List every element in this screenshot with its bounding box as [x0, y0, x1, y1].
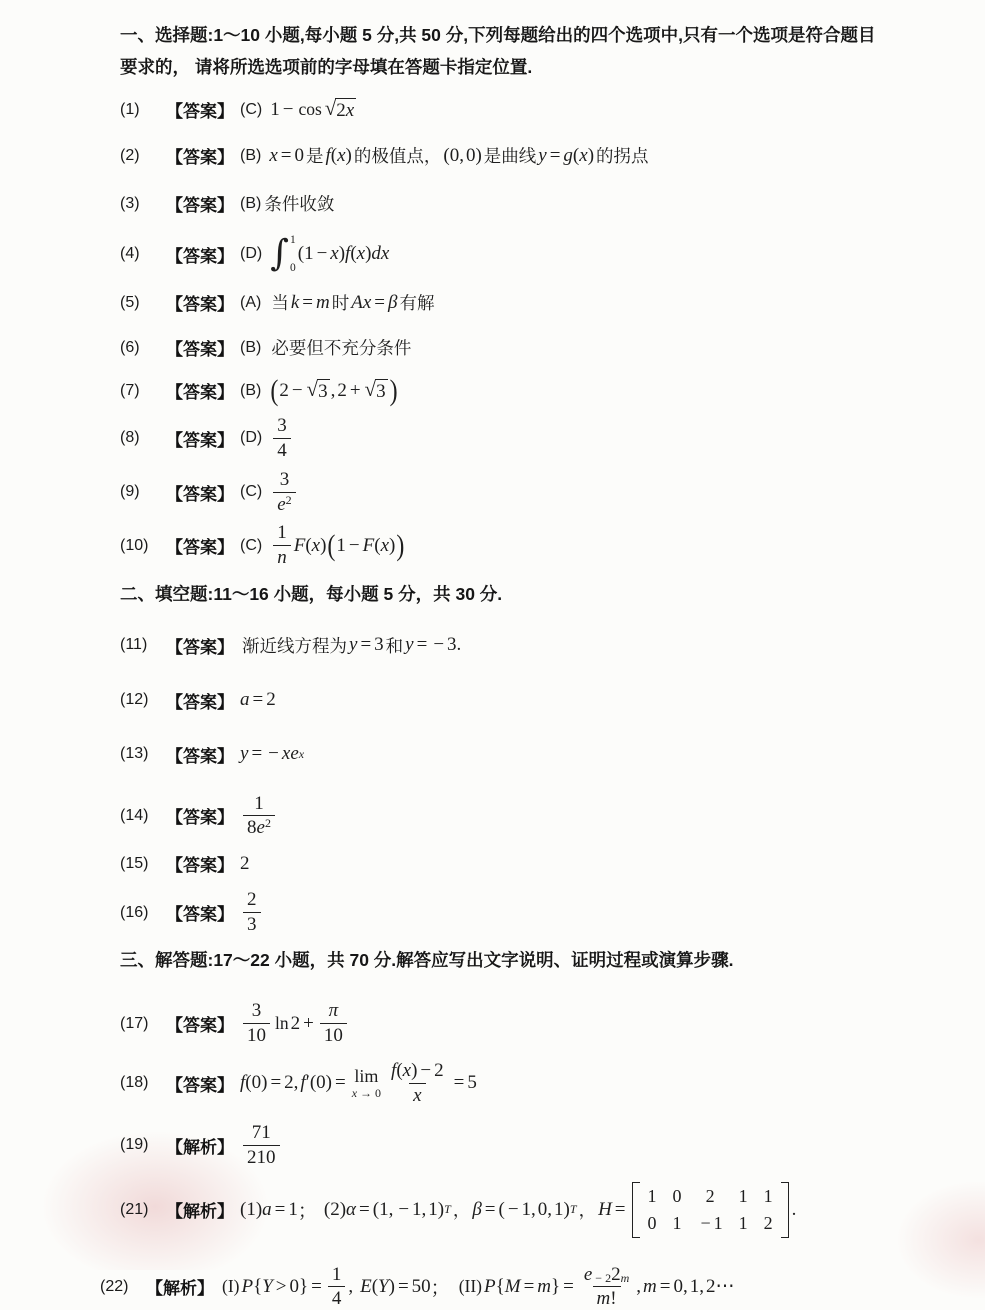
text-run: 和 — [384, 633, 406, 658]
radical-sign: √ — [365, 379, 377, 400]
superscript: − 2 — [592, 1272, 611, 1286]
fraction-denominator: x — [409, 1083, 425, 1107]
item-number: (3) — [120, 195, 166, 213]
math-run: 2 + — [291, 1013, 317, 1035]
math-run: 1 − — [270, 99, 296, 121]
radicand: 3 — [317, 379, 330, 403]
math-run: P { Y > 0 } = — [241, 1276, 324, 1298]
fraction — [243, 793, 275, 840]
text-run: 当 — [269, 290, 291, 315]
answer-expression — [240, 1060, 477, 1107]
answer-item — [100, 1264, 910, 1310]
big-parenthesis: ) — [396, 531, 404, 561]
text-run: (I) — [220, 1276, 241, 1297]
answer-item — [120, 1000, 910, 1047]
section-heading-line: 一、选择题:1～10 小题,每小题 5 分,共 50 分,下列每题给出的四个选项中,只有一个选项是符合题目 — [120, 25, 875, 45]
math-run: . — [792, 1199, 797, 1221]
text-run: 是曲线 — [482, 143, 539, 168]
matrix-entry: 1 — [764, 1186, 773, 1207]
answer-tag: 【答案】 — [166, 242, 234, 267]
fraction-denominator: 8 e $^2$ — [243, 815, 275, 839]
answer-expression — [270, 469, 298, 516]
item-number: (2) — [120, 147, 166, 165]
matrix-entry: 1 — [673, 1213, 682, 1234]
answer-tag: 【答案】 — [166, 378, 234, 403]
math-run: . — [457, 634, 462, 656]
answer-item — [120, 415, 910, 462]
math-run: , — [348, 1276, 355, 1298]
answer-tag: 【答案】 — [166, 1071, 234, 1096]
fraction-denominator: 2 1 0 — [243, 1145, 280, 1169]
section-heading-line: 要求的， 请将所选选项前的字母填在答题卡指定位置. — [120, 57, 532, 77]
answer-expression — [240, 689, 276, 711]
big-parenthesis: ( — [270, 376, 278, 406]
answer-option: (B) — [240, 147, 261, 165]
superscript: x — [299, 747, 304, 762]
integral-limits — [290, 234, 296, 274]
fraction — [320, 1000, 347, 1047]
fraction — [243, 1000, 270, 1047]
fraction-numerator: 1 — [273, 522, 291, 545]
section-heading — [120, 945, 910, 977]
answer-expression — [269, 290, 436, 315]
answer-tag: 【答案】 — [166, 1011, 234, 1036]
answer-tag: 【答案】 — [166, 290, 234, 315]
radicand: 3 — [375, 379, 388, 403]
matrix-entry: 1 — [648, 1186, 657, 1207]
fraction-numerator: 1 — [328, 1264, 346, 1287]
integral-sign: ∫ — [270, 236, 289, 272]
item-number: (10) — [120, 537, 166, 555]
square-root — [325, 98, 356, 122]
math-run: a = 2 — [240, 689, 276, 711]
superscript: m — [621, 1272, 630, 1286]
answer-option: (C) — [240, 537, 262, 555]
section-heading-line: 二、填空题:11～16 小题，每小题 5 分，共 30 分. — [120, 584, 502, 604]
fraction-denominator: 3 — [243, 912, 261, 936]
fraction — [273, 522, 291, 569]
matrix-entry: 2 — [764, 1213, 773, 1234]
fraction-denominator: m ! — [593, 1286, 621, 1310]
fraction — [273, 415, 291, 462]
matrix — [632, 1182, 789, 1238]
fraction-numerator: 1 — [250, 793, 268, 816]
answer-expression — [269, 335, 413, 360]
section-heading — [120, 20, 910, 83]
fraction-denominator: e $^2$ — [273, 492, 295, 516]
text-run: 必要但不充分条件 — [269, 335, 413, 360]
matrix-entry: 0 — [648, 1213, 657, 1234]
big-parenthesis: ) — [390, 376, 398, 406]
math-run: y = − x e x — [240, 743, 304, 765]
answer-tag: 【答案】 — [166, 480, 234, 505]
text-run: ， — [451, 1197, 473, 1222]
math-run: y = 3 — [349, 634, 384, 656]
upper-limit: 1 — [290, 234, 296, 246]
answer-item — [120, 335, 910, 360]
item-number: (12) — [120, 691, 166, 709]
answer-item — [120, 97, 910, 122]
math-run: k = m — [291, 292, 330, 314]
text-run: 是 — [304, 143, 326, 168]
fraction — [580, 1264, 633, 1310]
answer-tag: 【答案】 — [166, 191, 234, 216]
answer-item — [120, 889, 910, 936]
answer-option: (D) — [240, 429, 262, 447]
answer-tag: 【答案】 — [166, 851, 234, 876]
matrix-entry: 1 — [739, 1186, 748, 1207]
answer-item — [120, 1182, 910, 1238]
big-parenthesis: ( — [327, 531, 335, 561]
answer-sheet-document — [120, 20, 910, 1310]
square-root — [365, 379, 388, 403]
text-run: (II) — [457, 1276, 484, 1297]
answer-expression — [240, 793, 278, 840]
text-run: 的极值点， — [352, 143, 444, 168]
math-run: H = — [598, 1199, 628, 1221]
answer-tag: 【答案】 — [166, 633, 234, 658]
fraction — [243, 889, 261, 936]
matrix-entry: 1 — [739, 1213, 748, 1234]
answer-item — [120, 234, 910, 274]
superscript: T — [444, 1202, 451, 1217]
math-run: β = ( − 1 , 0 , 1 ) T — [472, 1199, 576, 1221]
answer-option: (B) — [240, 195, 261, 213]
fraction — [328, 1264, 346, 1310]
answer-option: (A) — [240, 294, 261, 312]
item-number: (16) — [120, 904, 166, 922]
answer-item — [120, 851, 910, 876]
answer-item — [120, 469, 910, 516]
text-run: 有解 — [397, 290, 436, 315]
answer-expression — [240, 889, 264, 936]
item-number: (22) — [100, 1278, 146, 1296]
fraction-denominator: n — [273, 545, 291, 569]
fraction-numerator: f ( x ) − 2 — [387, 1060, 448, 1083]
math-run: y = g ( x ) — [538, 145, 594, 167]
superscript: 2 — [286, 494, 292, 508]
answer-expression — [240, 853, 250, 875]
answer-expression — [240, 633, 461, 658]
limit — [352, 1067, 381, 1099]
fraction-denominator: 1 0 — [320, 1023, 347, 1047]
answer-tag: 【答案】 — [166, 143, 234, 168]
math-run: x = 0 — [269, 145, 304, 167]
integral — [270, 234, 296, 274]
answer-item — [120, 1122, 910, 1169]
answer-expression — [270, 522, 405, 569]
text-run: ln — [273, 1013, 291, 1034]
fraction-numerator: 3 — [273, 415, 291, 438]
fraction — [243, 1122, 280, 1169]
answer-expression — [270, 415, 294, 462]
math-run: P { M = m } = — [484, 1276, 577, 1298]
answer-item — [120, 688, 910, 713]
answer-item — [120, 633, 910, 658]
math-run: 2 − — [279, 380, 305, 402]
fraction — [387, 1060, 448, 1107]
answer-tag: 【答案】 — [166, 900, 234, 925]
section-heading — [120, 579, 910, 611]
fraction — [273, 469, 295, 516]
fraction-numerator: 2 — [243, 889, 261, 912]
answer-expression — [240, 743, 304, 765]
answer-tag: 【答案】 — [166, 533, 234, 558]
answer-expression — [220, 1264, 734, 1310]
answer-tag: 【答案】 — [166, 426, 234, 451]
fraction-denominator: 1 0 — [243, 1023, 270, 1047]
superscript: 2 — [265, 817, 271, 831]
answer-tag: 【答案】 — [166, 742, 234, 767]
math-run: 2 — [240, 853, 250, 875]
answer-expression — [240, 1000, 350, 1047]
item-number: (13) — [120, 745, 166, 763]
answer-tag: 【答案】 — [166, 803, 234, 828]
answer-expression — [262, 191, 336, 216]
answer-expression — [270, 234, 389, 274]
text-run: ， — [577, 1197, 599, 1222]
text-run: cos — [296, 99, 323, 120]
math-run: ( 0 , 0 ) — [443, 145, 481, 167]
item-number: (11) — [120, 636, 166, 654]
matrix-entry: 2 — [706, 1186, 715, 1207]
math-run: = 5 — [451, 1072, 477, 1094]
answer-expression — [269, 143, 650, 168]
item-number: (6) — [120, 339, 166, 357]
answer-option: (B) — [240, 339, 261, 357]
matrix-right-bracket — [781, 1182, 789, 1238]
item-number: (17) — [120, 1015, 166, 1033]
fraction-numerator: 3 — [276, 469, 294, 492]
superscript: T — [570, 1202, 577, 1217]
answer-item — [120, 742, 910, 767]
fraction-numerator: 3 — [248, 1000, 266, 1023]
answer-item — [120, 522, 910, 569]
answer-option: (B) — [240, 382, 261, 400]
answer-item — [120, 793, 910, 840]
answer-expression — [240, 1122, 283, 1169]
answer-option: (C) — [240, 483, 262, 501]
fraction-numerator: 7 1 — [248, 1122, 275, 1145]
math-run: f ( 0 ) = 2 , f ′ ( 0 ) = — [240, 1072, 349, 1094]
answer-item — [120, 290, 910, 315]
section-heading-line: 三、解答题:17～22 小题，共 70 分.解答应写出文字说明、证明过程或演算步骤. — [120, 950, 734, 970]
math-run: , 2 + — [331, 380, 364, 402]
limit-subscript: x → 0 — [352, 1087, 381, 1099]
matrix-entry: − 1 — [698, 1213, 723, 1234]
radical-sign: √ — [307, 379, 319, 400]
answer-item — [120, 378, 910, 403]
answer-tag: 【解析】 — [166, 1197, 234, 1222]
fraction-denominator: 4 — [328, 1286, 346, 1310]
math-run: A x = β — [351, 292, 397, 314]
text-run: 条件收敛 — [262, 191, 336, 216]
math-run: E ( Y ) = 5 0 ； — [360, 1273, 452, 1300]
fraction-numerator: e $_{- 2}$ 2 $_m$ — [580, 1264, 633, 1287]
item-number: (19) — [120, 1136, 166, 1154]
answer-option: (C) — [240, 101, 262, 119]
math-run: F ( x ) — [294, 535, 327, 557]
matrix-left-bracket — [632, 1182, 640, 1238]
item-number: (8) — [120, 429, 166, 447]
limit-word: lim — [354, 1067, 378, 1085]
text-run: 的拐点 — [594, 143, 651, 168]
math-run: y = − 3 — [405, 634, 456, 656]
item-number: (18) — [120, 1074, 166, 1092]
radicand: 2 x — [335, 98, 356, 122]
item-number: (9) — [120, 483, 166, 501]
matrix-entries — [640, 1182, 781, 1238]
item-number: (7) — [120, 382, 166, 400]
item-number: (1) — [120, 101, 166, 119]
math-run: 1 − F ( x ) — [336, 535, 395, 557]
math-run: ( 1 ) a = 1 ； — [240, 1196, 319, 1223]
item-number: (5) — [120, 294, 166, 312]
math-run: f ( x ) — [325, 145, 351, 167]
answer-item — [120, 191, 910, 216]
math-run: ( 2 ) α = ( 1 , − 1 , 1 ) T — [324, 1199, 451, 1221]
item-number: (21) — [120, 1201, 166, 1219]
answer-tag: 【解析】 — [166, 1133, 234, 1158]
math-run: ( 1 − x ) f ( x ) d x — [298, 243, 390, 265]
text-run: 时 — [330, 290, 352, 315]
answer-expression — [269, 379, 398, 403]
math-run: , m = 0 , 1 , 2 ⋯ — [636, 1275, 734, 1298]
answer-tag: 【答案】 — [166, 335, 234, 360]
item-number: (15) — [120, 855, 166, 873]
answer-expression — [240, 1182, 796, 1238]
radical-sign: √ — [325, 98, 337, 119]
item-number: (14) — [120, 807, 166, 825]
answer-item — [120, 143, 910, 168]
matrix-entry: 0 — [673, 1186, 682, 1207]
answer-item — [120, 1060, 910, 1107]
answer-expression — [270, 98, 357, 122]
lower-limit: 0 — [290, 262, 296, 274]
fraction-denominator: 4 — [273, 438, 291, 462]
answer-tag: 【解析】 — [146, 1274, 214, 1299]
answer-tag: 【答案】 — [166, 688, 234, 713]
answer-option: (D) — [240, 245, 262, 263]
square-root — [307, 379, 330, 403]
item-number: (4) — [120, 245, 166, 263]
text-run: 渐近线方程为 — [240, 633, 349, 658]
answer-tag: 【答案】 — [166, 97, 234, 122]
fraction-numerator: π — [325, 1000, 343, 1023]
